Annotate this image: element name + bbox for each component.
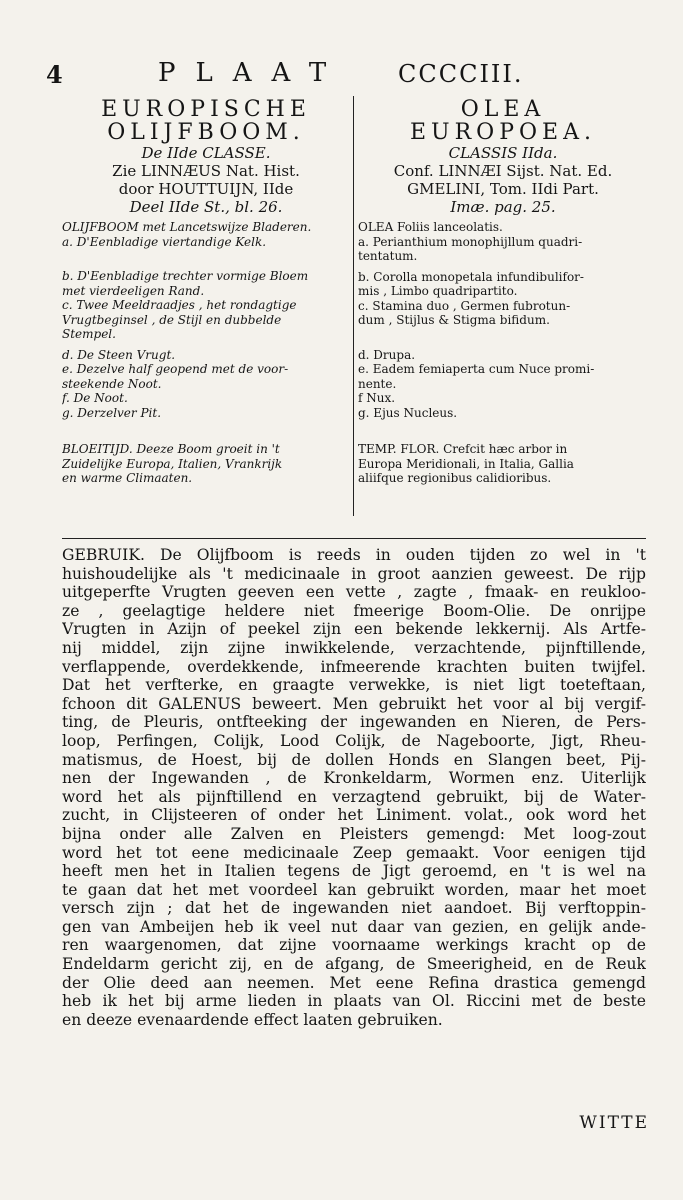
plate-title: PLAAT xyxy=(158,58,347,88)
dutch-flowering-line: Zuidelijke Europa, Italien, Vrankrijk xyxy=(62,456,283,471)
body-line: loop, Perfingen, Colijk, Lood Colijk, de Nageboorte, Jigt, Rheu- xyxy=(62,731,646,750)
latin-title-line2: EUROPOEA. xyxy=(410,120,596,145)
dutch-item-b: b. D'Eenbladige trechter vormige Bloem xyxy=(62,269,309,283)
dutch-item-e-cont: steekende Noot. xyxy=(62,376,162,391)
body-line: zucht, in Clijsteeren of onder het Liniment. volat., ook word het xyxy=(62,806,646,825)
page-number: 4 xyxy=(46,60,63,89)
latin-item-e-cont: nente. xyxy=(358,376,397,391)
latin-class-line: CLASSIS IIda. xyxy=(448,144,558,162)
body-line: ting, de Pleuris, ontfteeking der ingewanden en Nieren, de Pers- xyxy=(62,713,646,732)
dutch-reference-line2: door HOUTTUIJN, IIde xyxy=(118,180,294,198)
dutch-title-line2: OLIJFBOOM. xyxy=(107,120,305,145)
latin-item-b-cont: mis , Limbo quadripartito. xyxy=(358,284,518,298)
latin-description-line: a. Perianthium monophijllum quadri- xyxy=(358,234,583,249)
latin-item-d: d. Drupa. xyxy=(358,347,416,362)
body-line: bijna onder alle Zalven en Pleisters gemengd: Met loog-zout xyxy=(62,824,646,843)
latin-column xyxy=(358,98,648,486)
body-line: uitgeperfte Vrugten geeven een vette , zagte , fmaak- en reukloo- xyxy=(62,583,646,602)
latin-flowering-line: Europa Meridionali, in Italia, Gallia xyxy=(358,456,574,471)
latin-item-e: e. Eadem femiaperta cum Nuce promi- xyxy=(358,362,595,376)
latin-description-line: tentatum. xyxy=(358,249,418,263)
latin-item-g: g. Ejus Nucleus. xyxy=(358,405,458,420)
dutch-description-line: OLIJFBOOM met Lancetswijze Bladeren. xyxy=(62,220,312,234)
section-rule xyxy=(62,538,646,539)
dutch-item-c-cont: Vrugtbeginsel , de Stijl en dubbelde xyxy=(62,312,282,327)
body-line: huishoudelijke als 't medicinaale in groot aanzien geweest. De rijp xyxy=(62,564,646,583)
latin-flowering-line: TEMP. FLOR. Crefcit hæc arbor in xyxy=(358,442,568,456)
body-line: verflappende, overdekkende, infmeerende krachten buiten twijfel. xyxy=(62,657,646,676)
body-line: heb ik het bij arme lieden in plaats van Ol. Riccini met de beste xyxy=(62,992,646,1011)
dutch-description-line: a. D'Eenbladige viertandige Kelk. xyxy=(62,234,267,249)
body-line: versch zijn ; dat het de ingewanden niet aandoet. Bij verftoppin- xyxy=(62,899,646,918)
latin-item-c-cont: dum , Stijlus & Stigma bifidum. xyxy=(358,313,550,327)
latin-item-b: b. Corolla monopetala infundibulifor- xyxy=(358,269,584,284)
body-line: der Olie deed aan neemen. Met eene Refina drastica gemengd xyxy=(62,973,646,992)
dutch-column xyxy=(62,98,350,486)
body-line: Endeldarm gericht zij, en de afgang, de Smeerigheid, en de Reuk xyxy=(62,955,646,974)
latin-item-f: f Nux. xyxy=(358,391,396,405)
body-line: word het tot eene medicinaale Zeep gemaakt. Voor eenigen tijd xyxy=(62,843,646,862)
latin-description-line: OLEA Foliis lanceolatis. xyxy=(358,220,503,234)
dutch-item-b-cont: met vierdeeligen Rand. xyxy=(62,283,205,298)
body-line: nij middel, zijn zijne inwikkelende, verzachtende, pijnftillende, xyxy=(62,638,646,657)
latin-reference-line2: GMELINI, Tom. IIdi Part. xyxy=(407,180,599,198)
dutch-title-line1: EUROPISCHE xyxy=(101,97,311,122)
plate-number: CCCCIII. xyxy=(398,60,524,88)
body-line: matismus, de Hoest, bij de dollen Honds en Slangen beet, Pij- xyxy=(62,750,646,769)
body-line: Vrugten in Azijn of peekel zijn een bekende lekkernij. Als Artfe- xyxy=(62,620,646,639)
dutch-item-c-cont: Stempel. xyxy=(62,327,116,341)
body-line: en deeze evenaardende effect laaten gebruiken. xyxy=(62,1010,443,1029)
body-line: Dat het verfterke, en graagte verwekke, is niet ligt toeteftaan, xyxy=(62,676,646,695)
dutch-reference-line1: Zie LINNÆUS Nat. Hist. xyxy=(112,162,300,180)
dutch-item-e: e. Dezelve half geopend met de voor- xyxy=(62,362,289,376)
latin-reference-line1: Conf. LINNÆI Sijst. Nat. Ed. xyxy=(393,162,613,180)
dutch-flowering-line: en warme Climaaten. xyxy=(62,471,193,485)
body-line: ze , geelagtige heldere niet fmeerige Boom-Olie. De onrijpe xyxy=(62,601,646,620)
dutch-item-g: g. Derzelver Pit. xyxy=(62,405,162,420)
body-line: gen van Ambeijen heb ik veel nut daar van gezien, en gelijk ande- xyxy=(62,917,646,936)
dutch-item-d: d. De Steen Vrugt. xyxy=(62,347,176,362)
body-line: GEBRUIK. De Olijfboom is reeds in ouden tijden zo wel in 't xyxy=(62,546,646,564)
body-line: fchoon dit GALENUS beweert. Men gebruikt het voor al bij vergif- xyxy=(62,694,646,713)
body-line: te gaan dat het met voordeel kan gebruikt worden, maar het moet xyxy=(62,880,646,899)
latin-flowering-line: aliifque regionibus calidioribus. xyxy=(358,471,552,485)
latin-item-c: c. Stamina duo , Germen fubrotun- xyxy=(358,298,571,313)
latin-title-line1: OLEA xyxy=(460,97,546,122)
latin-reference-line3: Imæ. pag. 25. xyxy=(450,198,556,216)
body-line: word het als pijnftillend en verzagtend gebruikt, bij de Water- xyxy=(62,787,646,806)
dutch-reference-line3: Deel IIde St., bl. 26. xyxy=(129,198,283,216)
usage-text xyxy=(62,546,646,1029)
body-line: nen der Ingewanden , de Kronkeldarm, Wormen enz. Uiterlijk xyxy=(62,769,646,788)
dutch-item-f: f. De Noot. xyxy=(62,391,128,405)
dutch-item-c: c. Twee Meeldraadjes , het rondagtige xyxy=(62,298,297,312)
catchword: WITTE xyxy=(579,1113,649,1133)
dutch-class-line: De IIde CLASSE. xyxy=(141,144,271,162)
body-line: ren waargenomen, dat zijne voornaame werkings kracht op de xyxy=(62,936,646,955)
column-divider xyxy=(353,96,354,516)
dutch-flowering-line: BLOEITIJD. Deeze Boom groeit in 't xyxy=(62,442,280,456)
body-line: heeft men het in Italien tegens de Jigt geroemd, en 't is wel na xyxy=(62,862,646,881)
